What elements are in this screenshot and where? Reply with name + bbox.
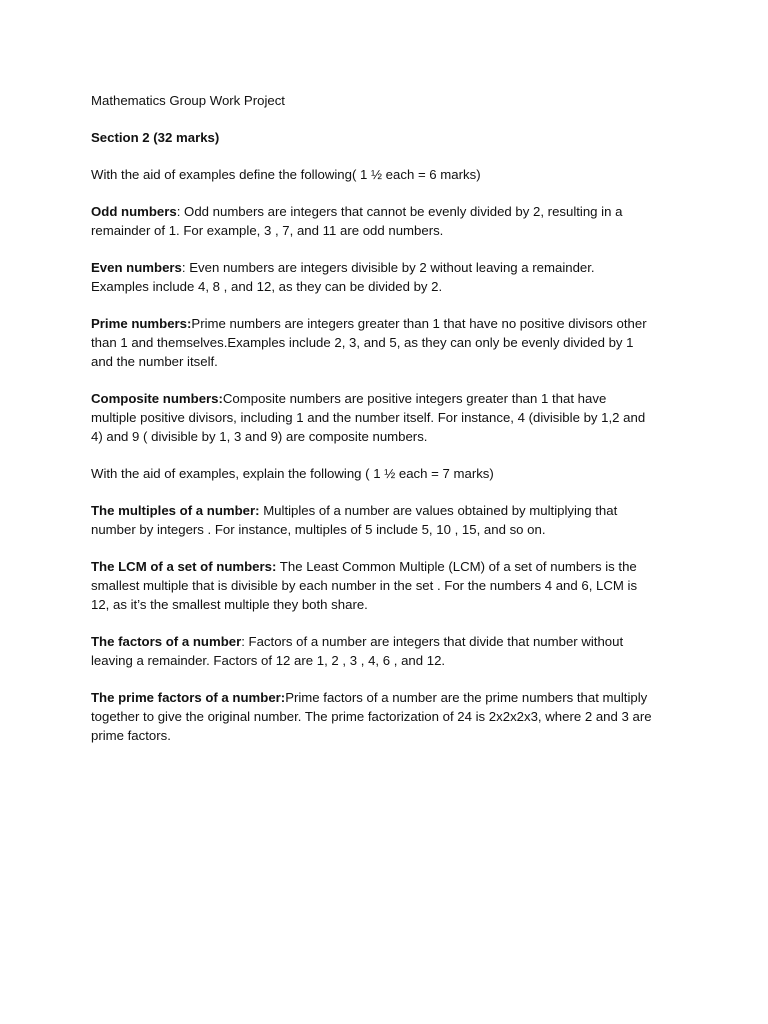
definition-line: remainder of 1. For example, 3 , 7, and 11 are odd numbers. — [91, 223, 444, 238]
explanation-line: smallest multiple that is divisible by each number in the set . For the numbers 4 and 6, LCM is — [91, 578, 638, 593]
explanation-text: The Least Common Multiple (LCM) of a set of numbers is the — [276, 559, 637, 574]
definition-prime-numbers — [91, 314, 688, 371]
explanation-term: The factors of a number — [91, 634, 242, 649]
explanation-multiples — [91, 501, 688, 539]
explanation-line: prime factors. — [91, 728, 171, 743]
explanation-line: number by integers . For instance, multiples of 5 include 5, 10 , 15, and so on. — [91, 522, 546, 537]
definition-text: Prime numbers are integers greater than 1 that have no positive divisors other — [191, 316, 647, 331]
explanation-line — [91, 688, 688, 707]
definition-odd-numbers — [91, 202, 688, 240]
explanation-line — [91, 557, 688, 576]
explanation-factors — [91, 632, 688, 670]
explanation-text: : Factors of a number are integers that divide that number without — [241, 634, 624, 649]
explanation-prime-factors — [91, 688, 688, 745]
definition-line — [91, 389, 688, 408]
definitions-intro: With the aid of examples define the following( 1 ½ each = 6 marks) — [91, 167, 481, 182]
definition-even-numbers — [91, 258, 688, 296]
definition-line — [91, 258, 688, 277]
definition-text: : Odd numbers are integers that cannot be evenly divided by 2, resulting in a — [176, 204, 623, 219]
explanations-intro: With the aid of examples, explain the following ( 1 ½ each = 7 marks) — [91, 466, 494, 481]
explanation-text: Prime factors of a number are the prime numbers that multiply — [285, 690, 648, 705]
explanation-term: The multiples of a number: — [91, 503, 260, 518]
definition-composite-numbers — [91, 389, 688, 446]
definition-text: : Even numbers are integers divisible by 2 without leaving a remainder. — [181, 260, 595, 275]
definition-line: Examples include 4, 8 , and 12, as they can be divided by 2. — [91, 279, 443, 294]
explanation-line — [91, 632, 688, 651]
definition-line — [91, 202, 688, 221]
explanation-line: leaving a remainder. Factors of 12 are 1, 2 , 3 , 4, 6 , and 12. — [91, 653, 446, 668]
explanation-term: The prime factors of a number: — [91, 690, 286, 705]
definition-text: Composite numbers are positive integers greater than 1 that have — [222, 391, 607, 406]
definition-term: Composite numbers: — [91, 391, 223, 406]
explanation-line — [91, 501, 688, 520]
definition-term: Odd numbers — [91, 204, 177, 219]
definition-term: Prime numbers: — [91, 316, 192, 331]
explanation-line: 12, as it’s the smallest multiple they both share. — [91, 597, 368, 612]
explanation-line: together to give the original number. The prime factorization of 24 is 2x2x2x3, where 2 and 3 are — [91, 709, 652, 724]
definition-term: Even numbers — [91, 260, 182, 275]
explanation-term: The LCM of a set of numbers: — [91, 559, 277, 574]
document-title: Mathematics Group Work Project — [91, 93, 285, 108]
definition-line: and the number itself. — [91, 354, 218, 369]
explanation-lcm — [91, 557, 688, 614]
section-heading: Section 2 (32 marks) — [91, 130, 220, 145]
definition-line: multiple positive divisors, including 1 and the number itself. For instance, 4 (divisible by 1,2 and — [91, 410, 646, 425]
definition-line — [91, 314, 688, 333]
definition-line: than 1 and themselves.Examples include 2, 3, and 5, as they can only be evenly divided by 1 — [91, 335, 634, 350]
explanation-text: Multiples of a number are values obtained by multiplying that — [259, 503, 618, 518]
definition-line: 4) and 9 ( divisible by 1, 3 and 9) are composite numbers. — [91, 429, 428, 444]
